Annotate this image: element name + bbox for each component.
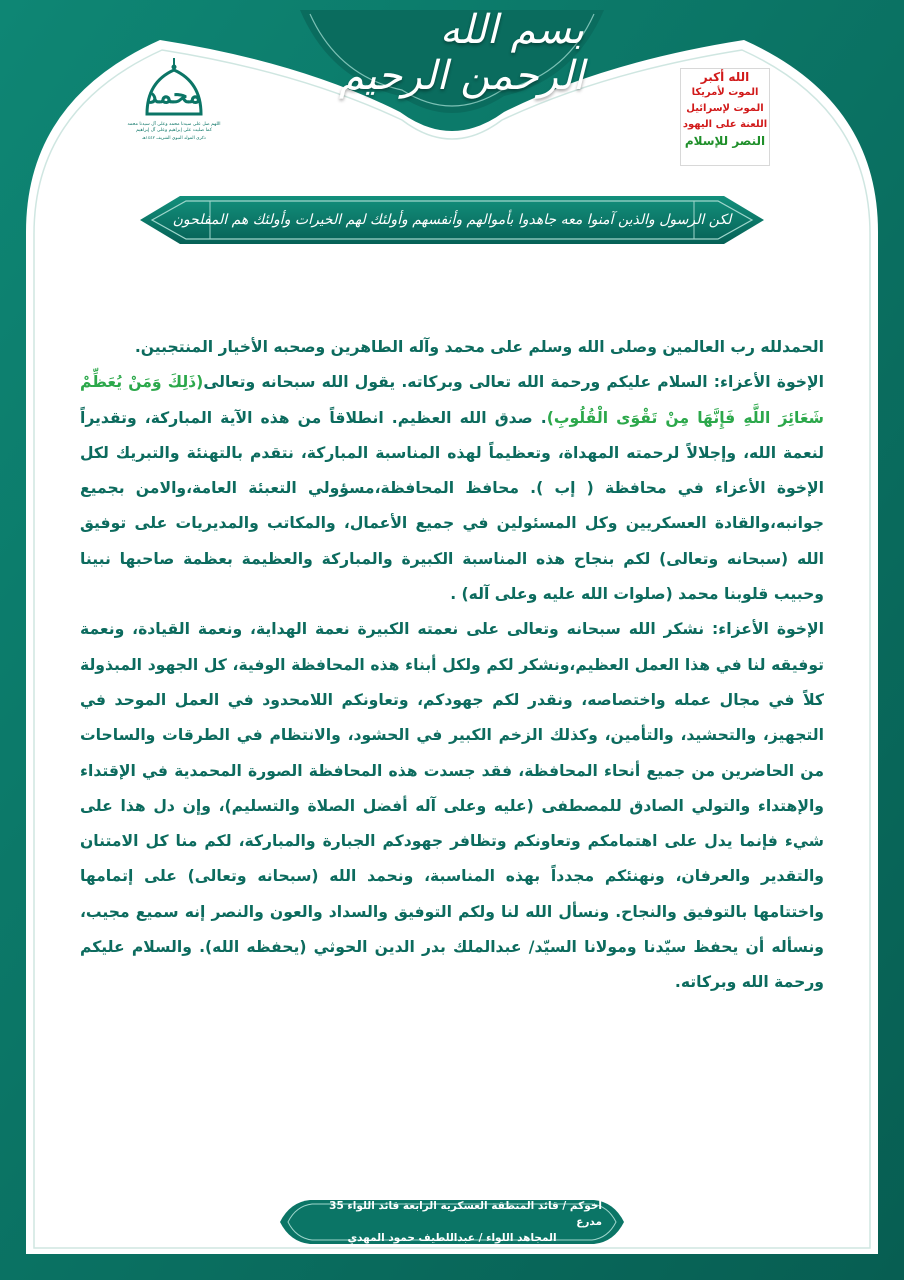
logo-name: محمد — [146, 80, 202, 109]
slogan-line: اللعنة على اليهود — [682, 119, 768, 130]
slogan-box — [680, 68, 770, 166]
quran-verse: (ذَلِكَ وَمَنْ يُعَظِّمْ شَعَائِرَ اللَّهِ فَإِنَّهَا مِنْ تَقْوَى الْقُلُوبِ) — [80, 373, 825, 427]
letter-body — [80, 330, 824, 1001]
slogan-line: الموت لإسرائيل — [686, 103, 764, 114]
signature-block — [302, 1202, 602, 1242]
slogan-line: النصر للإسلام — [684, 134, 766, 148]
signature-title: أخوكم / قائد المنطقة العسكرية الرابعة قائد اللواء 35 مدرع — [329, 1200, 602, 1228]
verse-banner: لكن الرسول والذين آمنوا معه جاهدوا بأموالهم وأنفسهم وأولئك لهم الخيرات وأولئك هم المفلحون — [172, 212, 732, 228]
letter-congratulations: . صدق الله العظيم. انطلاقاً من هذه الآية المباركة، وتقديراً لنعمة الله، وإجلالاً لرحمته المهداة، وتعظيماً لهذه المناسبة المباركة، نتقدم بالتهنئة والتبريك لكل الإخوة الأعزاء في محافظة ( إب ). محافظ المحافظة،مسؤولي التعبئة العامة،والامن بجميع جوانبه،والقادة العسكريين وكل المسئولين في جميع الأعمال، والمكاتب والمديريات على توفيق الله (سبحانه وتعالى) لكم بنجاح هذه المناسبة الكبيرة والمباركة والعظيمة بعظمة صاحبها نبينا وحبيب قلوبنا محمد (صلوات الله عليه وعلى آله) . — [80, 408, 824, 604]
slogan-line: الموت لأمريكا — [691, 87, 759, 98]
slogan-line: الله أكبر — [700, 70, 750, 84]
letter-opening: الحمدلله رب العالمين وصلى الله وسلم على محمد وآله الطاهرين وصحبه الأخيار المنتجبين. — [134, 338, 824, 356]
mawlid-logo — [126, 58, 222, 176]
letter-greeting: الإخوة الأعزاء: السلام عليكم ورحمة الله تعالى وبركاته. يقول الله سبحانه وتعالى — [203, 373, 824, 392]
letter-thanks: الإخوة الأعزاء: نشكر الله سبحانه وتعالى على نعمته الكبيرة نعمة الهداية، ونعمة القيادة، ونعمة توفيقه لنا في هذا العمل العظيم،ونشكر لكم ولكل أبناء هذه المحافظة الوفية، كل الجهود المبذولة كلاً في مجال عمله واختصاصه، ونقدر لكم جهودكم، وتعاونكم اللامحدود في العمل الموحد في التجهيز، والتحشيد، والتأمين، وكذلك الزخم الكبير في الحشود، والانتظام في الطرقات والساحات من الحاضرين من جميع أنحاء المحافظة، فقد جسدت هذه المحافظة الصورة المحمدية في الإقتداء والإهتداء والتولي الصادق للمصطفى (عليه وعلى آله أفضل الصلاة والتسليم)، وإن دل هذا على شيء فإنما يدل على اهتمامكم وتعاونكم وتظافر جهودكم الجبارة والمباركة، لكم منا كل الامتنان والتقدير والعرفان، ونهنئكم مجدداً بهذه المناسبة، ونحمد الله (سبحانه وتعالى) على إتمامها واختتامها بالتوفيق والنجاح. ونسأل الله لنا ولكم التوفيق والسداد والعون والنصر إنه سميع مجيب، ونسأله أن يحفظ سيّدنا ومولانا السيّد/ عبدالملك بدر الدين الحوثي (يحفظه الله). والسلام عليكم ورحمة الله وبركاته. — [80, 620, 824, 992]
basmala-calligraphy: بسم الله الرحمن الرحيم — [338, 7, 584, 99]
logo-occasion: ذكرى المولد النبوي الشريف ١٤٤٢هـ — [142, 136, 206, 141]
signature-name: المجاهد اللواء / عبداللطيف حمود المهدي — [347, 1232, 557, 1244]
logo-caption: اللهم صل على سيدنا محمد وعلى آل سيدنا محمد كما صليت على إبراهيم وعلى آل إبراهيم — [127, 122, 221, 133]
